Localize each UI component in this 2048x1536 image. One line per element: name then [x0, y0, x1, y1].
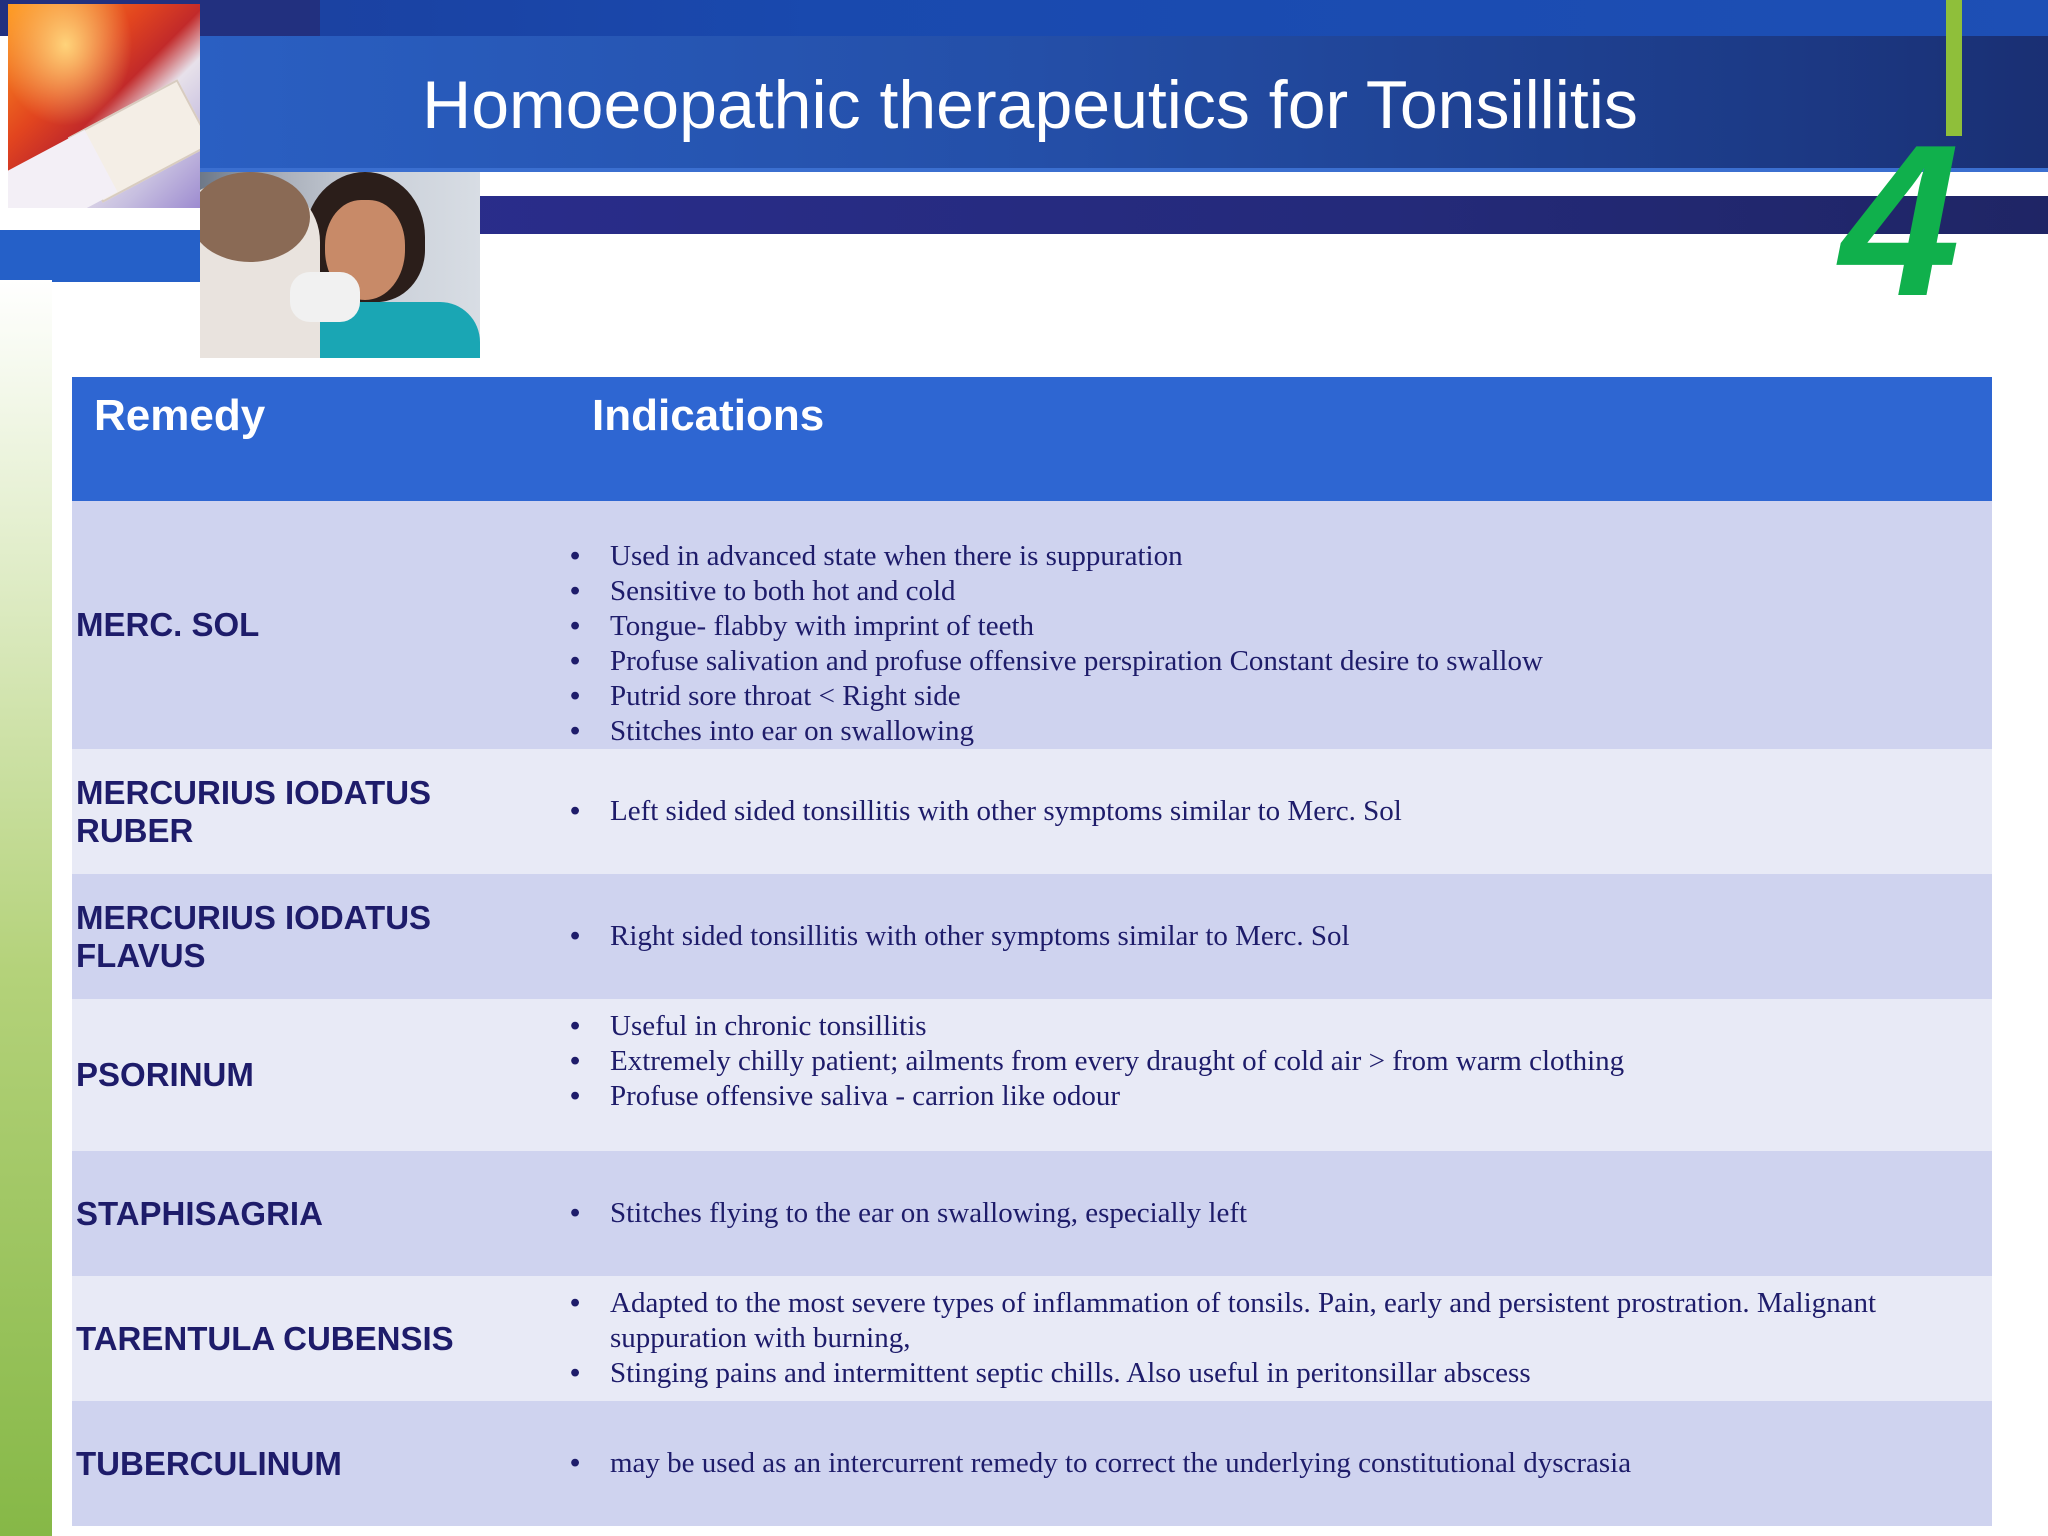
remedy-name: TARENTULA CUBENSIS [76, 1319, 454, 1357]
indication-list [570, 1286, 1970, 1391]
left-green-strip [0, 280, 52, 1536]
indication-item: • Right sided tonsillitis with other symptoms similar to Merc. Sol [570, 919, 1350, 954]
indication-item: • Stitches into ear on swallowing [570, 714, 1543, 749]
indication-item: • Useful in chronic tonsillitis [570, 1009, 1624, 1044]
table-row [72, 999, 1992, 1151]
indication-list [570, 919, 1350, 954]
remedy-name: TUBERCULINUM [76, 1444, 342, 1482]
indication-item: • Tongue- flabby with imprint of teeth [570, 609, 1543, 644]
indication-item: • Sensitive to both hot and cold [570, 574, 1543, 609]
indication-item: • Profuse salivation and profuse offensive perspiration Constant desire to swallow [570, 644, 1543, 679]
table-row [72, 501, 1992, 749]
header-blue-band-left [0, 230, 200, 282]
indication-item: • Extremely chilly patient; ailments from every draught of cold air > from warm clothing [570, 1044, 1624, 1079]
indication-item: • Stinging pains and intermittent septic chills. Also useful in peritonsillar abscess [570, 1356, 1970, 1391]
remedy-name: MERCURIUS IODATUS FLAVUS [76, 898, 432, 974]
indication-item: • Used in advanced state when there is suppuration [570, 539, 1543, 574]
doctor-glove [290, 272, 360, 322]
indication-list [570, 794, 1402, 829]
remedy-name: MERC. SOL [76, 606, 260, 643]
slide-number: 4 [1840, 99, 1961, 341]
doctor-examining-child-photo [200, 172, 480, 358]
table-row [72, 749, 1992, 874]
indication-item: • Putrid sore throat < Right side [570, 679, 1543, 714]
indication-list [570, 1446, 1631, 1481]
table-row [72, 1151, 1992, 1276]
slide-title: Homoeopathic therapeutics for Tonsillitis [422, 67, 1638, 143]
indication-list [570, 1009, 1624, 1114]
header-remedy: Remedy [94, 391, 266, 440]
header-indications: Indications [592, 391, 825, 440]
table-row [72, 1401, 1992, 1526]
header-dark-band [380, 196, 2048, 234]
indication-item: • may be used as an intercurrent remedy to correct the underlying constitutional dyscrasia [570, 1446, 1631, 1481]
indication-item: • Stitches flying to the ear on swallowing, especially left [570, 1196, 1247, 1231]
indication-item: • Profuse offensive saliva - carrion like odour [570, 1079, 1624, 1114]
table-row [72, 874, 1992, 999]
remedy-name: PSORINUM [76, 1056, 254, 1093]
pill-bottle-photo [8, 4, 200, 208]
table-row [72, 1276, 1992, 1401]
indication-list [570, 539, 1543, 749]
indication-item: • Adapted to the most severe types of inflammation of tonsils. Pain, early and persistent prostration. Malignant suppuration with burning, [570, 1286, 1970, 1356]
remedy-name: MERCURIUS IODATUS RUBER [76, 773, 432, 849]
indication-item: • Left sided sided tonsillitis with other symptoms similar to Merc. Sol [570, 794, 1402, 829]
indication-list [570, 1196, 1247, 1231]
remedy-table [72, 377, 1992, 1526]
remedy-name: STAPHISAGRIA [76, 1194, 323, 1232]
table-header [72, 377, 1992, 501]
